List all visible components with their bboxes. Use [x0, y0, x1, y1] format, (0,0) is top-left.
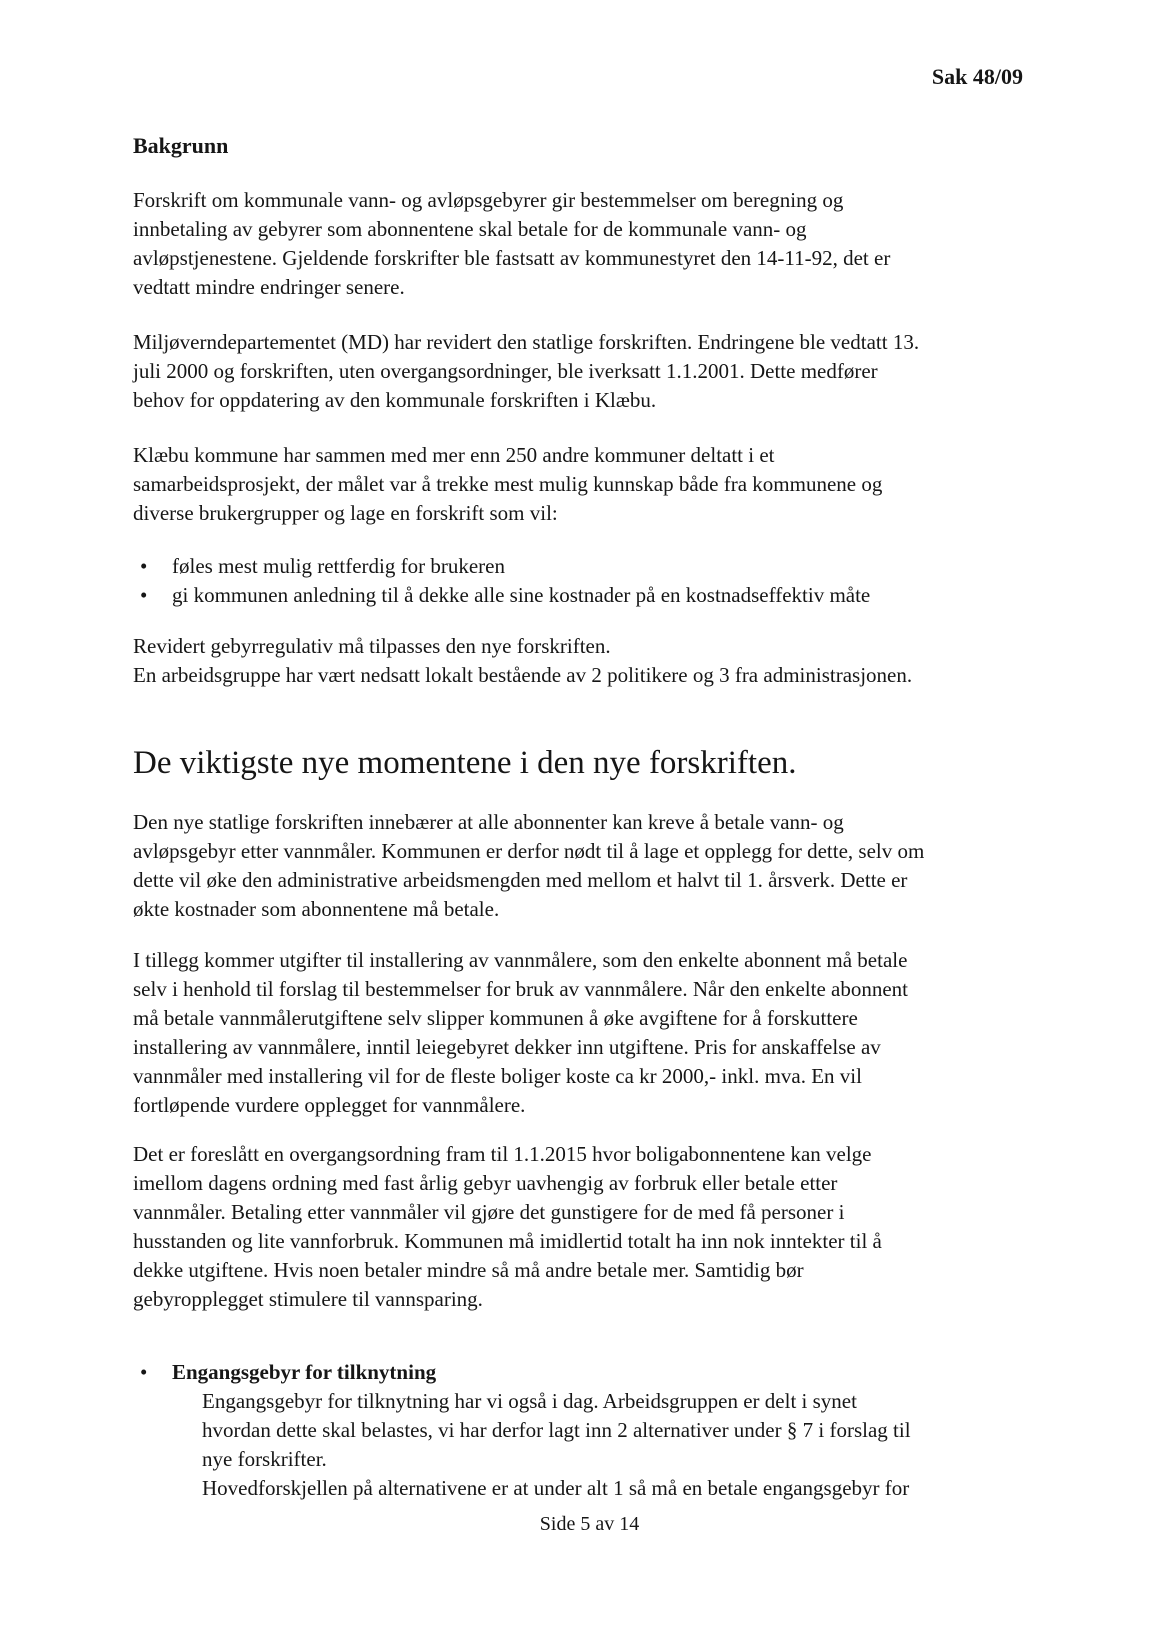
paragraph-revidert-gebyrregulativ: Revidert gebyrregulativ må tilpasses den nye forskriften. En arbeidsgruppe har vært nedsatt lokalt bestående av 2 politikere og 3 fra administrasjonen. — [133, 634, 913, 687]
section-title-bakgrunn: Bakgrunn — [133, 133, 229, 158]
engangsgebyr-section — [133, 1358, 1046, 1503]
case-reference: Sak 48/09 — [931, 64, 1023, 89]
paragraph-klabu-kommune: Klæbu kommune har sammen med mer enn 250 andre kommuner deltatt i et samarbeidsprosjekt, der målet var å trekke mest mulig kunnskap både fra kommunene og diverse brukergrupper og lage en forskrift som vil: — [133, 443, 883, 525]
list-item: • føles mest mulig rettferdig for brukeren — [133, 552, 1046, 581]
paragraph-nye-statlige-forskriften: Den nye statlige forskriften innebærer at alle abonnenter kan kreve å betale vann- og avløpsgebyr etter vannmåler. Kommunen er derfor nødt til å lage et opplegg for dette, selv om dette vil øke den administrative arbeidsmengden med mellom et halvt til 1. årsverk. Dette er økte kostnader som abonnentene må betale. — [133, 810, 925, 921]
page-number-footer: Side 5 av 14 — [539, 1513, 640, 1535]
document-main-title: De viktigste nye momentene i den nye forskriften. — [133, 745, 797, 781]
paragraph-overgangsordning: Det er foreslått en overgangsordning fram til 1.1.2015 hvor boligabonnentene kan velge imellom dagens ordning med fast årlig gebyr uavhengig av forbruk eller betale etter vannmåler. Betaling etter vannmåler vil gjøre det gunstigere for de med få personer i husstanden og lite vannforbruk. Kommunen må imidlertid totalt ha inn nok inntekter til å dekke utgiftene. Hvis noen betaler mindre så må andre betale mer. Samtidig bør gebyropplegget stimulere til vannsparing. — [133, 1142, 882, 1311]
paragraph-miljoverndepartementet: Miljøverndepartementet (MD) har revidert den statlige forskriften. Endringene ble vedtatt 13. juli 2000 og forskriften, uten overgangsordninger, ble iverksatt 1.1.2001. Dette medfører behov for oppdatering av den kommunale forskriften i Klæbu. — [133, 330, 920, 412]
paragraph-forskrift: Forskrift om kommunale vann- og avløpsgebyrer gir bestemmelser om beregning og innbetaling av gebyrer som abonnentene skal betale for de kommunale vann- og avløpstjenestene. Gjeldende forskrifter ble fastsatt av kommunestyret den 14-11-92, det er vedtatt mindre endringer senere. — [133, 188, 891, 299]
paragraph-engangsgebyr-body: Engangsgebyr for tilknytning har vi også i dag. Arbeidsgruppen er delt i synet hvordan dette skal belastes, vi har derfor lagt inn 2 alternativer under § 7 i forslag til nye forskrifter. Hovedforskjellen på alternativene er at under alt 1 så må en betale engangsgebyr for — [202, 1389, 911, 1500]
list-item: • gi kommunen anledning til å dekke alle sine kostnader på en kostnadseffektiv måte — [133, 581, 1046, 610]
paragraph-installering-vannmalere: I tillegg kommer utgifter til installering av vannmålere, som den enkelte abonnent må betale selv i henhold til forslag til bestemmelser for bruk av vannmålere. Når den enkelte abonnent må betale vannmålerutgiftene selv slipper kommunen å øke avgiftene for å forskuttere installering av vannmålere, inntil leiegebyret dekker inn utgiftene. Pris for anskaffelse av vannmåler med installering vil for de fleste boliger koste ca kr 2000,- inkl. mva. En vil fortløpende vurdere opplegget for vannmålere. — [133, 948, 909, 1117]
bullet-list — [133, 552, 1046, 610]
bullet-heading-engangsgebyr: • Engangsgebyr for tilknytning — [133, 1358, 1046, 1387]
